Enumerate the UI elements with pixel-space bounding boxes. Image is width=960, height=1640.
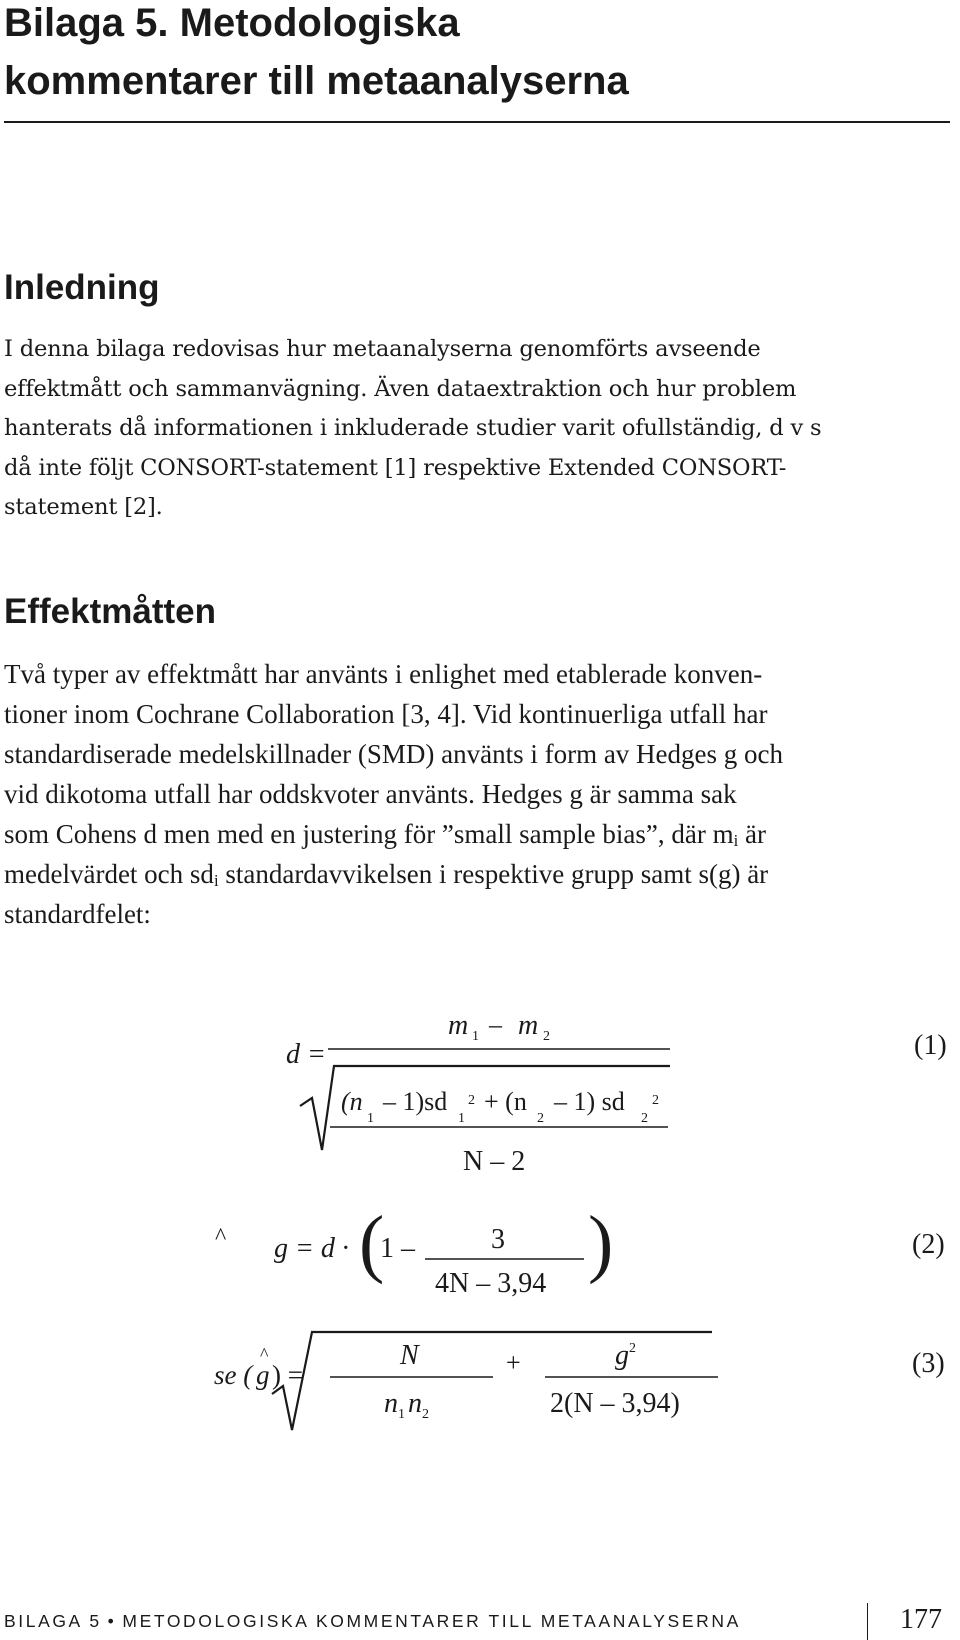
f2-one-minus: 1 – [380,1233,415,1264]
section-heading-effektmatten: Effektmåtten [4,592,216,631]
f1-den-bottom: N – 2 [463,1146,526,1177]
f3-ghat: g [256,1360,270,1390]
paragraph-line: effektmått och sammanvägning. Även dataextraktion och hur problem [4,375,797,402]
footer-separator: • [107,1611,117,1631]
f2-lhs: g = d · [274,1233,349,1264]
footer-divider [867,1603,868,1640]
f3-den1-sub2: 2 [422,1407,429,1422]
f1-den-part2: – 1) sd [554,1087,625,1116]
section-paragraph-effektmatten [4,654,952,934]
f1-den-sub1b: 1 [458,1111,465,1126]
subscript-i: i [213,871,219,890]
f2-numerator: 3 [491,1224,505,1255]
page-number: 177 [900,1604,942,1635]
subscript-i: i [733,831,739,850]
text-run: standardavvikelsen i respektive grupp samt s(g) är [218,859,769,889]
f1-den-sub2: 2 [537,1111,544,1126]
f1-den-n1: (n [341,1087,363,1116]
section-paragraph-inledning [4,330,952,528]
f1-den-plus: + (n [484,1087,527,1116]
formula-3 [214,1332,945,1430]
paragraph-line: hanterats då informationen i inkluderade studier varit ofullständig, d v s [4,415,822,441]
f1-den-part1: – 1)sd [383,1087,448,1116]
paragraph-line: standardfelet: [4,899,151,929]
text-run: är [738,819,766,849]
footer-part-2: METODOLOGISKA KOMMENTARER TILL METAANALYSERNA [122,1611,741,1631]
f1-m2: m [518,1010,539,1041]
footer-part-1: BILAGA 5 [4,1611,102,1631]
f1-den-sq2: 2 [652,1093,659,1108]
f1-den-sub2b: 2 [641,1111,648,1126]
f1-sub1: 1 [472,1029,479,1044]
f3-lhs: se ( [214,1360,253,1390]
f1-number: (1) [914,1030,947,1061]
paragraph-line: då inte följt CONSORT-statement [1] respektive Extended CONSORT- [4,454,787,481]
f1-sqrt-sign [300,1066,670,1150]
formula-2 [215,1201,945,1299]
paragraph-line: Två typer av effektmått har använts i enlighet med etablerade konven- [4,659,763,689]
f3-num2: g [615,1340,629,1371]
f1-den-sq1: 2 [468,1093,475,1108]
f3-den2: 2(N – 3,94) [550,1388,680,1419]
section-heading-inledning: Inledning [4,268,160,307]
f1-m1: m [448,1010,469,1041]
f2-number: (2) [912,1229,945,1260]
f3-close: ) = [272,1360,303,1390]
f3-sqrt-sign [272,1332,712,1430]
title-divider [4,121,950,123]
paragraph-line: standardiserade medelskillnader (SMD) använts i form av Hedges g och [4,739,784,769]
title-line-2: kommentarer till metaanalyserna [4,59,629,103]
paragraph-line [4,814,952,854]
text-run: medelvärdet och sd [4,859,214,889]
f3-hat: ^ [260,1344,269,1364]
running-footer [4,1611,741,1632]
f3-den1-n1: n [384,1388,398,1419]
paragraph-line [4,854,952,894]
f2-left-paren: ( [359,1201,385,1285]
paragraph-line: statement [2]. [4,494,163,520]
f1-den-sub1: 1 [367,1111,374,1126]
document-title [4,0,944,110]
formula-1 [286,1010,947,1177]
f3-den1-n2: n [408,1388,422,1419]
f1-sub2: 2 [543,1029,550,1044]
f3-num2-sq: 2 [629,1341,636,1356]
title-line-1: Bilaga 5. Metodologiska [4,1,460,45]
f1-minus: – [489,1010,502,1039]
paragraph-line: tioner inom Cochrane Collaboration [3, 4]. Vid kontinuerliga utfall har [4,699,768,729]
f2-right-paren: ) [588,1201,614,1285]
f2-denominator: 4N – 3,94 [435,1268,547,1299]
f3-den1-sub1-digit: 1 [398,1407,405,1422]
text-run: som Cohens d men med en justering för ”small sample bias”, där m [4,819,734,849]
f3-plus: + [506,1348,521,1377]
f3-number: (3) [912,1348,945,1379]
f2-hat: ^ [215,1224,227,1250]
f1-lhs: d = [286,1039,326,1070]
paragraph-line: I denna bilaga redovisas hur metaanalyserna genomförts avseende [4,336,761,362]
paragraph-line: vid dikotoma utfall har oddskvoter använts. Hedges g är samma sak [4,779,737,809]
f3-num1: N [400,1340,419,1371]
